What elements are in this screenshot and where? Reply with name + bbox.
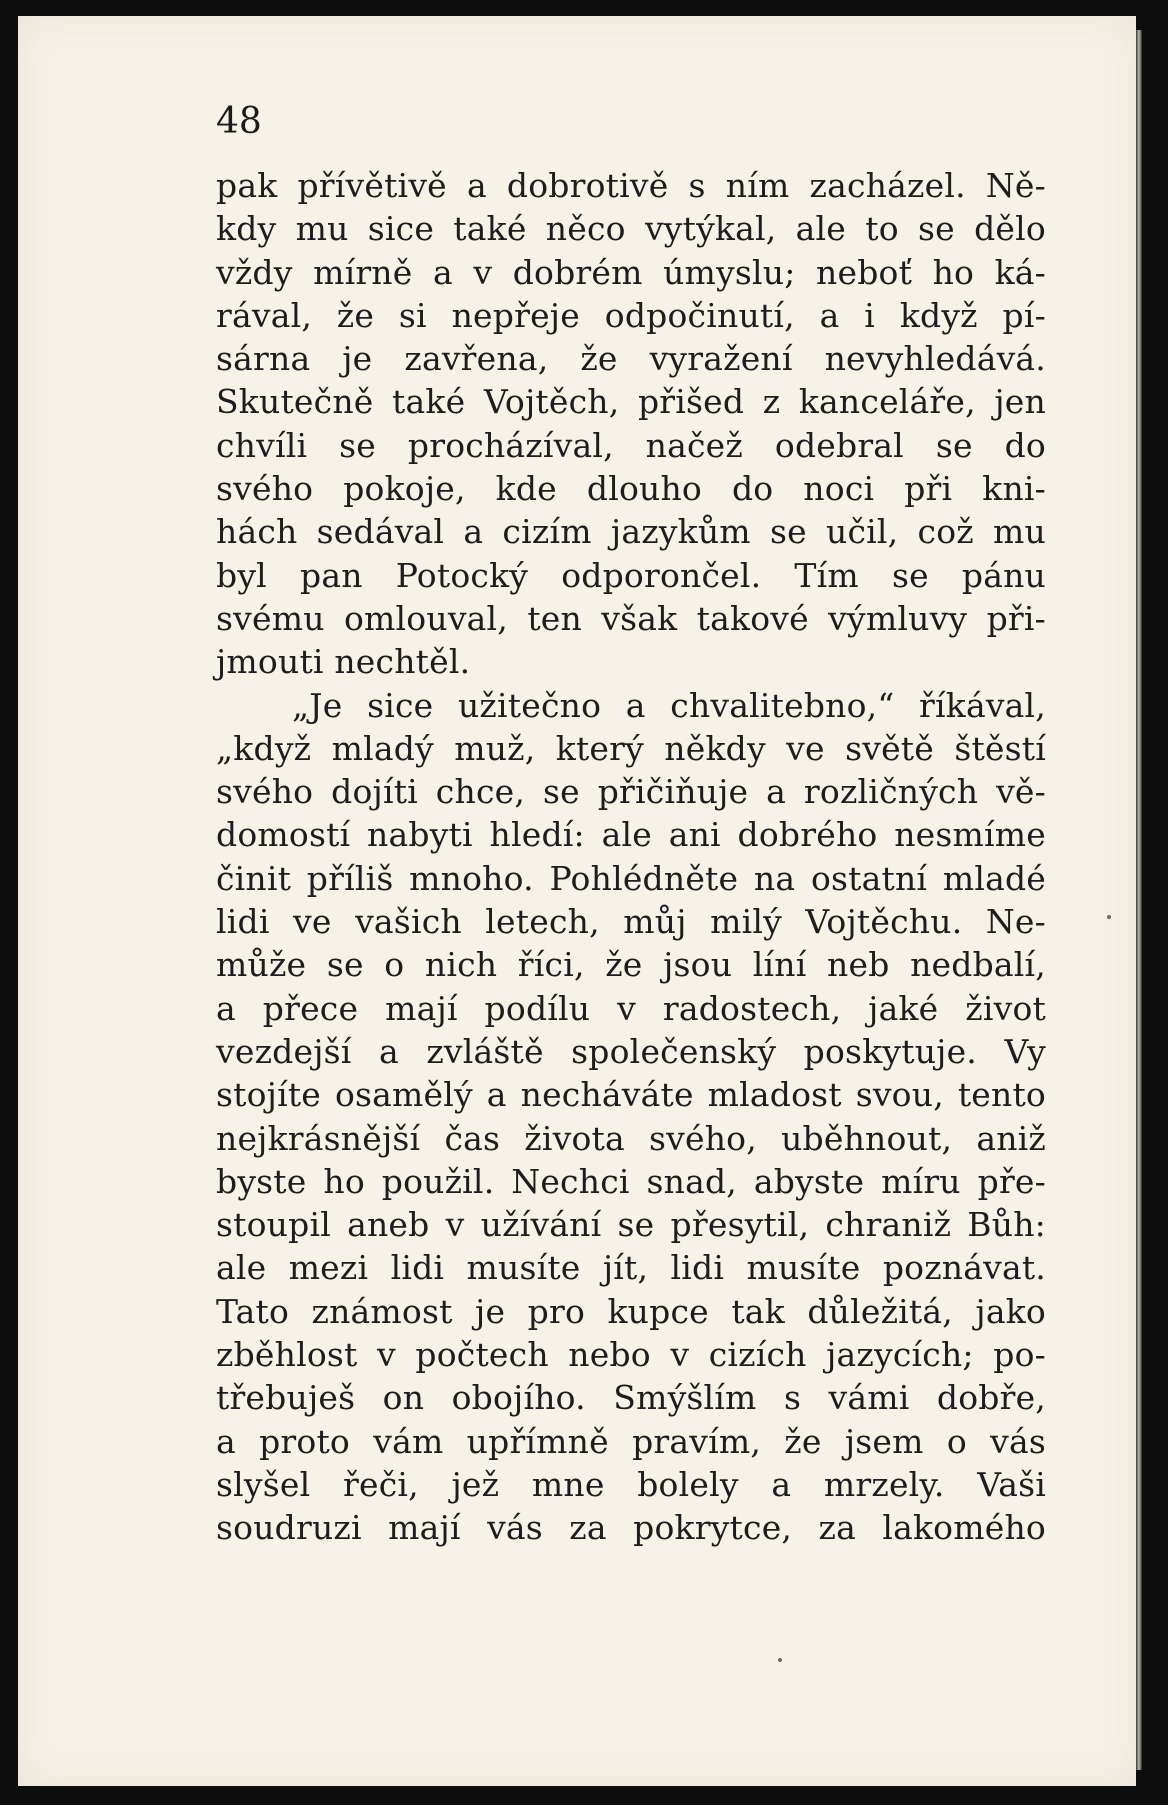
text-line: slyšel řeči, jež mne bolely a mrzely. Vaši bbox=[216, 1464, 1046, 1504]
text-line: vezdejší a zvláště společenský poskytuje. Vy bbox=[216, 1031, 1046, 1071]
print-speck bbox=[1107, 915, 1111, 919]
text-line: hách sedával a cizím jazykům se učil, což mu bbox=[216, 512, 1046, 552]
text-line: „Je sice užitečno a chvalitebno,“ říkával, bbox=[292, 685, 1046, 725]
text-line: sárna je zavřena, že vyražení nevyhledává. bbox=[216, 339, 1046, 379]
text-line: stojíte osamělý a necháváte mladost svou, tento bbox=[216, 1075, 1046, 1115]
text-line: „když mladý muž, který někdy ve světě štěstí bbox=[216, 728, 1046, 768]
text-line: pak přívětivě a dobrotivě s ním zacházel. Ně- bbox=[216, 166, 1046, 205]
page-edge bbox=[1136, 30, 1142, 1770]
text-line: vždy mírně a v dobrém úmyslu; neboť ho ká- bbox=[216, 252, 1046, 292]
text-line: chvíli se procházíval, načež odebral se do bbox=[216, 425, 1046, 465]
print-speck bbox=[778, 1658, 782, 1662]
text-line: zběhlost v počtech nebo v cizích jazycích; po- bbox=[216, 1335, 1046, 1375]
text-line: a přece mají podílu v radostech, jaké život bbox=[216, 988, 1046, 1028]
text-line: ale mezi lidi musíte jít, lidi musíte poznávat. bbox=[216, 1248, 1046, 1288]
text-line: byl pan Potocký odporončel. Tím se pánu bbox=[216, 555, 1046, 595]
page-number: 48 bbox=[216, 101, 262, 142]
text-line: rával, že si nepřeje odpočinutí, a i když pí- bbox=[216, 295, 1046, 335]
text-line: svého pokoje, kde dlouho do noci při kni- bbox=[216, 469, 1046, 509]
text-line: kdy mu sice také něco vytýkal, ale to se dělo bbox=[216, 209, 1046, 249]
text-line: lidi ve vašich letech, můj milý Vojtěchu. Ne- bbox=[216, 902, 1046, 942]
text-line: domostí nabyti hledí: ale ani dobrého nesmíme bbox=[216, 815, 1046, 855]
body-text bbox=[216, 164, 1046, 1550]
text-line: činit příliš mnoho. Pohlédněte na ostatní mladé bbox=[216, 858, 1046, 898]
text-line: byste ho použil. Nechci snad, abyste míru pře- bbox=[216, 1161, 1046, 1201]
text-line: Skutečně také Vojtěch, přišed z kanceláře, jen bbox=[216, 382, 1046, 422]
text-line: může se o nich říci, že jsou líní neb nedbalí, bbox=[216, 945, 1046, 985]
text-line: soudruzi mají vás za pokrytce, za lakomého bbox=[216, 1508, 1046, 1548]
text-line: nejkrásnější čas života svého, uběhnout, aniž bbox=[216, 1118, 1046, 1158]
text-line: jmouti nechtěl. bbox=[216, 642, 471, 682]
text-line: třebuješ on obojího. Smýšlím s vámi dobře, bbox=[216, 1378, 1046, 1418]
text-line: stoupil aneb v užívání se přesytil, chraniž Bůh: bbox=[216, 1205, 1046, 1245]
text-line: Tato známost je pro kupce tak důležitá, jako bbox=[216, 1291, 1046, 1331]
text-line: a proto vám upřímně pravím, že jsem o vás bbox=[216, 1421, 1046, 1461]
text-line: svému omlouval, ten však takové výmluvy při- bbox=[216, 598, 1046, 638]
text-line: svého dojíti chce, se přičiňuje a rozličných vě- bbox=[216, 772, 1046, 812]
